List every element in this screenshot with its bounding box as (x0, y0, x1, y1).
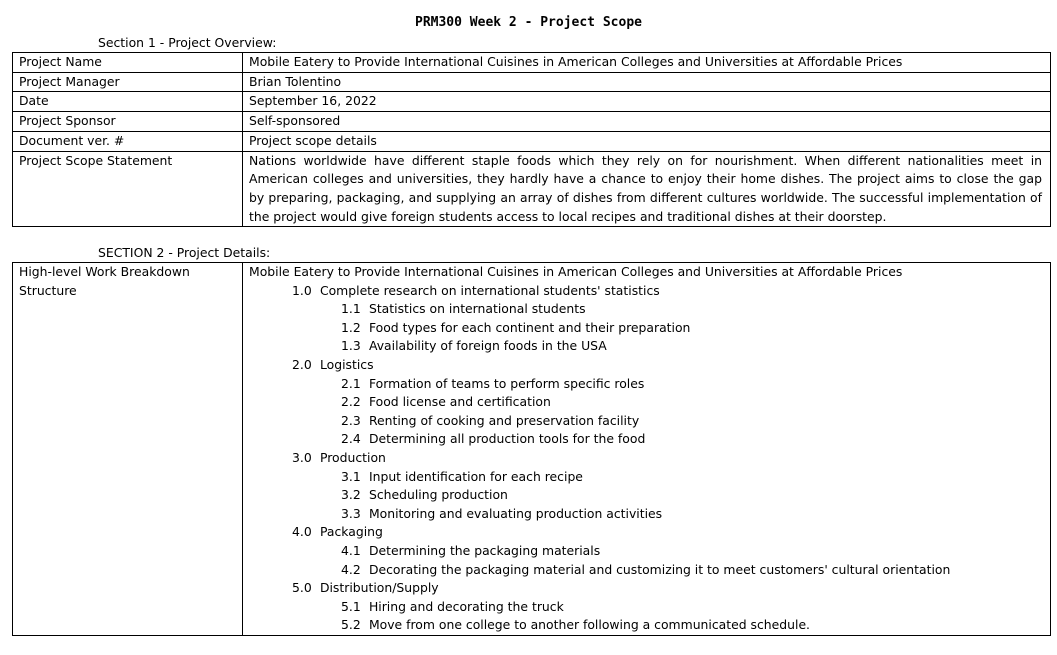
wbs-subitem-label: Formation of teams to perform specific roles (368, 375, 645, 391)
row-key-project-scope-statement: Project Scope Statement (13, 151, 243, 227)
project-overview-table (12, 52, 1051, 227)
wbs-subitem-number: 5.1 (341, 598, 361, 614)
section-1-label: Section 1 - Project Overview: (98, 35, 277, 50)
wbs-subitem (243, 300, 1050, 319)
wbs-subitem (243, 319, 1050, 338)
wbs-subitem-number: 3.2 (341, 487, 361, 503)
wbs-item-number: 2.0 (292, 356, 312, 372)
wbs-item-label: Packaging (319, 524, 383, 540)
wbs-subitem-number: 4.2 (341, 561, 361, 577)
wbs-item-number: 4.0 (292, 524, 312, 540)
wbs-subitem-number: 1.1 (341, 301, 361, 317)
wbs-subitem-number: 2.2 (341, 394, 361, 410)
wbs-subitem-label: Scheduling production (368, 487, 508, 503)
wbs-subitem (243, 598, 1050, 617)
wbs-subitem (243, 505, 1050, 524)
wbs-subitem (243, 468, 1050, 487)
wbs-subitem (243, 337, 1050, 356)
wbs-subitem (243, 542, 1050, 561)
wbs-item (243, 356, 1050, 375)
section-2-label: SECTION 2 - Project Details: (98, 245, 271, 260)
wbs-subitem-label: Determining the packaging materials (368, 542, 601, 558)
table-row (13, 151, 1051, 227)
wbs-item (243, 449, 1050, 468)
wbs-subitem-label: Renting of cooking and preservation facility (368, 412, 640, 428)
row-value-project-name: Mobile Eatery to Provide International Cuisines in American Colleges and Universities at Affordable Prices (243, 53, 1051, 73)
wbs-subitem-number: 3.3 (341, 505, 361, 521)
wbs-subitem-number: 5.2 (341, 617, 361, 633)
wbs-subitem-label: Decorating the packaging material and customizing it to meet customers' cultural orientation (368, 561, 951, 577)
wbs-subitem-label: Food license and certification (368, 394, 551, 410)
table-row (13, 72, 1051, 92)
row-key-document-version: Document ver. # (13, 131, 243, 151)
row-value-document-version: Project scope details (243, 131, 1051, 151)
table-row (13, 112, 1051, 132)
row-value-date: September 16, 2022 (243, 92, 1051, 112)
row-value-project-sponsor: Self-sponsored (243, 112, 1051, 132)
table-row (13, 53, 1051, 73)
wbs-root: Mobile Eatery to Provide International Cuisines in American Colleges and Universities at Affordable Prices (249, 264, 903, 279)
wbs-item-number: 5.0 (292, 580, 312, 596)
wbs-subitem (243, 616, 1050, 635)
wbs-subitem (243, 486, 1050, 505)
wbs-subitem-number: 1.2 (341, 319, 361, 335)
wbs-subitem-number: 3.1 (341, 468, 361, 484)
wbs-key: High-level Work Breakdown Structure (13, 263, 243, 636)
project-details-table (12, 262, 1051, 636)
wbs-subitem (243, 393, 1050, 412)
wbs-subitem-label: Hiring and decorating the truck (368, 598, 564, 614)
table-row (13, 92, 1051, 112)
table-row (13, 131, 1051, 151)
wbs-subitem-number: 1.3 (341, 338, 361, 354)
wbs-subitem-number: 2.4 (341, 431, 361, 447)
wbs-subitem (243, 561, 1050, 580)
wbs-item-label: Distribution/Supply (319, 580, 439, 596)
row-key-project-manager: Project Manager (13, 72, 243, 92)
wbs-subitem-label: Availability of foreign foods in the USA (368, 338, 607, 354)
wbs-item-label: Production (319, 449, 386, 465)
wbs-subitem-number: 2.1 (341, 375, 361, 391)
wbs-subitem-number: 4.1 (341, 542, 361, 558)
wbs-item-number: 1.0 (292, 282, 312, 298)
row-key-project-sponsor: Project Sponsor (13, 112, 243, 132)
wbs-subitem (243, 430, 1050, 449)
wbs-subitem-label: Move from one college to another following a communicated schedule. (368, 617, 811, 633)
wbs-list (243, 282, 1050, 635)
wbs-item (243, 523, 1050, 542)
wbs-item-label: Logistics (319, 356, 374, 372)
wbs-item-number: 3.0 (292, 449, 312, 465)
row-value-project-scope-statement: Nations worldwide have different staple foods which they rely on for nourishment. When different nationalities meet in American colleges and universities, they hardly have a chance to enjoy their home dishes. The project aims to close the gap by preparing, packaging, and supplying an array of dishes from different cultures worldwide. The successful implementation of the project would give foreign students access to local recipes and traditional dishes at their doorstep. (243, 151, 1051, 227)
wbs-item (243, 282, 1050, 301)
wbs-item-label: Complete research on international students' statistics (319, 282, 660, 298)
wbs-subitem-label: Statistics on international students (368, 301, 586, 317)
row-key-project-name: Project Name (13, 53, 243, 73)
wbs-subitem-label: Monitoring and evaluating production activities (368, 505, 663, 521)
wbs-content (243, 263, 1051, 636)
table-row (13, 263, 1051, 636)
wbs-subitem-number: 2.3 (341, 412, 361, 428)
wbs-subitem (243, 412, 1050, 431)
wbs-subitem (243, 375, 1050, 394)
wbs-subitem-label: Input identification for each recipe (368, 468, 583, 484)
row-value-project-manager: Brian Tolentino (243, 72, 1051, 92)
row-key-date: Date (13, 92, 243, 112)
wbs-item (243, 579, 1050, 598)
wbs-subitem-label: Determining all production tools for the food (368, 431, 646, 447)
wbs-subitem-label: Food types for each continent and their preparation (368, 319, 691, 335)
document-title: PRM300 Week 2 - Project Scope (415, 15, 642, 30)
